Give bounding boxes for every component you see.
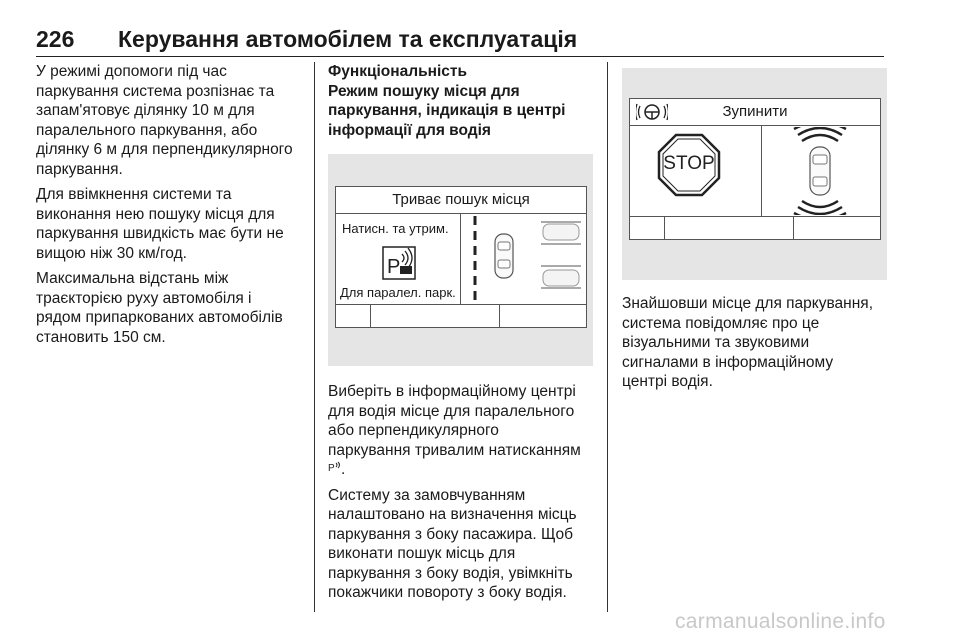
- column-3: [622, 62, 887, 398]
- stop-sign-icon: [657, 133, 721, 197]
- column-2: [328, 62, 593, 609]
- display-line-2: Для паралел. парк.: [340, 285, 456, 300]
- subsection-heading: Режим пошуку місця для паркування, індикація в центрі інформації для водія: [328, 82, 566, 139]
- page-title: Керування автомобілем та експлуатація: [118, 26, 578, 52]
- paragraph: Для ввімкнення системи та виконання нею пошуку місця для паркування швидкість має бути не вищою ніж 30 км/год.: [36, 186, 284, 262]
- paragraph: Знайшовши місце для паркування, система повідомляє про це візуальними та звуковими сигналами в інформаційному центрі водія.: [622, 295, 873, 390]
- park-assist-button-icon: [382, 246, 416, 285]
- display-title: Триває пошук місця: [336, 187, 586, 214]
- display-screen: [629, 98, 881, 240]
- park-assist-icon: [328, 460, 341, 480]
- section-heading: Функціональність: [328, 63, 468, 80]
- svg-text:P: P: [328, 463, 335, 473]
- watermark: carmanualsonline.info: [675, 610, 886, 633]
- page-header: [36, 26, 884, 57]
- display-screen: [335, 186, 587, 328]
- paragraph: Систему за замовчуванням налаштовано на визначення місць паркування з боку пасажира. Щоб виконати пошук місць для паркування з боку водія, увімкніть покажчики повороту з боку водія.: [328, 486, 577, 602]
- column-divider: [607, 62, 608, 612]
- display-title: Зупинити: [630, 99, 880, 126]
- figure-stop-display: [622, 68, 887, 280]
- paragraph: У режимі допомоги під час паркування система розпізнає та запам'ятовує ділянку 10 м для паралельного паркування, або ділянку 6 м для перпендикулярного паркування.: [36, 63, 293, 178]
- parking-sensor-graphic: [780, 127, 860, 215]
- page-number: 226: [36, 26, 75, 52]
- column-divider: [314, 62, 315, 612]
- stop-text: STOP: [663, 153, 715, 174]
- paragraph: Виберіть в інформаційному центрі для водія місце для паралельного або перпендикулярного паркування тривалим натисканням P .: [328, 383, 581, 478]
- paragraph: Максимальна відстань між траєкторією руху автомобіля і рядом припаркованих автомобілів становить 150 см.: [36, 270, 283, 346]
- parking-search-graphic: [461, 214, 585, 304]
- display-line-1: Натисн. та утрим.: [342, 221, 449, 236]
- figure-search-display: [328, 154, 593, 366]
- column-1: [36, 62, 301, 353]
- steering-wheel-icon: [636, 103, 668, 126]
- svg-text:P: P: [387, 256, 401, 278]
